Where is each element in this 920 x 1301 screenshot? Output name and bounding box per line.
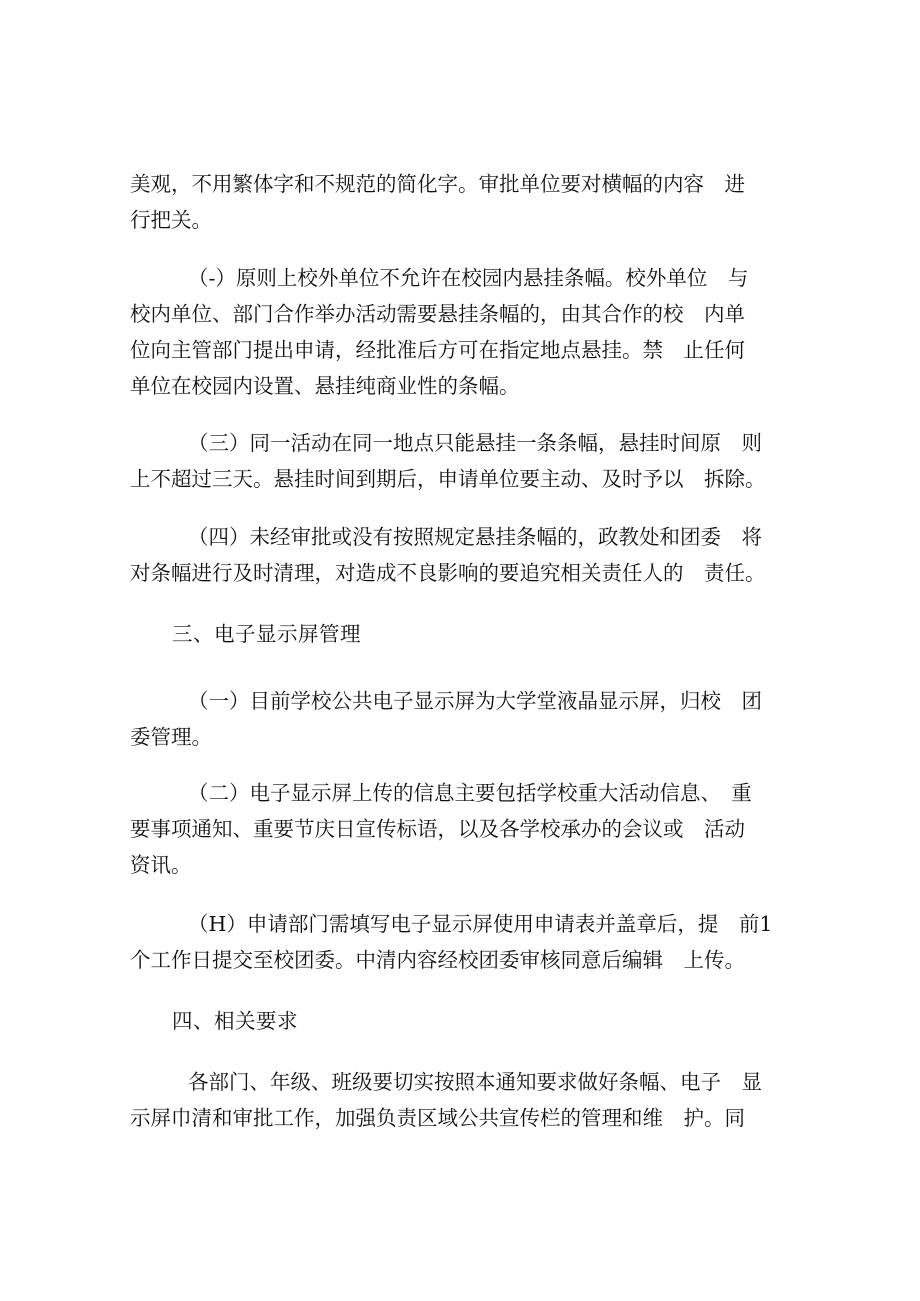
paragraph-screen-rule-1 (130, 683, 790, 755)
text-line: 位向主管部门提出申请，经批准后方可在指定地点悬挂。禁 止任何 (130, 338, 745, 362)
paragraph-banner-rule-1 (130, 260, 790, 404)
paragraph-screen-rule-3 (130, 906, 790, 978)
section-heading-requirements: 四、相关要求 (172, 1009, 298, 1033)
text-line: 美观，不用繁体字和不规范的简化字。审批单位要对横幅的内容 进 (130, 172, 745, 196)
section-heading-display-screen: 三、电子显示屏管理 (172, 622, 361, 646)
text-line: 要事项通知、重要节庆日宣传标语，以及各学校承办的会议或 活动 (130, 817, 745, 841)
text-line: （-）原则上校外单位不允许在校园内悬挂条幅。校外单位 与 (188, 266, 749, 290)
text-line: 示屏巾清和审批工作，加强负责区域公共宣传栏的管理和维 护。同 (130, 1106, 745, 1130)
text-line: 上不超过三天。悬挂时间到期后，申请单位要主动、及时予以 拆除。 (130, 467, 766, 491)
text-line: 单位在校园内设置、悬挂纯商业性的条幅。 (130, 374, 520, 398)
text-line: 对条幅进行及时清理，对造成不良影响的要追究相关责任人的 责任。 (130, 561, 766, 585)
text-line: 各部门、年级、班级要切实按照本通知要求做好条幅、电子 显 (188, 1070, 762, 1094)
text-line: 校内单位、部门合作举办活动需要悬挂条幅的，由其合作的校 内单 (130, 302, 745, 326)
paragraph-banner-rule-4 (130, 519, 790, 591)
text-line: （三）同一活动在同一地点只能悬挂一条条幅，悬挂时间原 则 (188, 431, 762, 455)
text-line: （一）目前学校公共电子显示屏为大学堂液晶显示屏，归校 团 (188, 689, 762, 713)
text-line: （四）未经审批或没有按照规定悬挂条幅的，政教处和团委 将 (188, 525, 762, 549)
text-line: 资讯。 (130, 853, 192, 877)
paragraph-requirements (130, 1064, 790, 1136)
text-line: 行把关。 (130, 208, 212, 232)
paragraph-intro (130, 166, 790, 238)
text-line: （H）申请部门需填写电子显示屏使用申请表并盖章后，提 前1 (188, 912, 773, 936)
text-line: （二）电子显示屏上传的信息主要包括学校重大活动信息、 重 (188, 781, 752, 805)
paragraph-screen-rule-2 (130, 775, 790, 883)
text-line: 个工作日提交至校团委。中清内容经校团委审核同意后编辑 上传。 (130, 948, 745, 972)
paragraph-banner-rule-3 (130, 425, 790, 497)
text-line: 委管理。 (130, 725, 212, 749)
